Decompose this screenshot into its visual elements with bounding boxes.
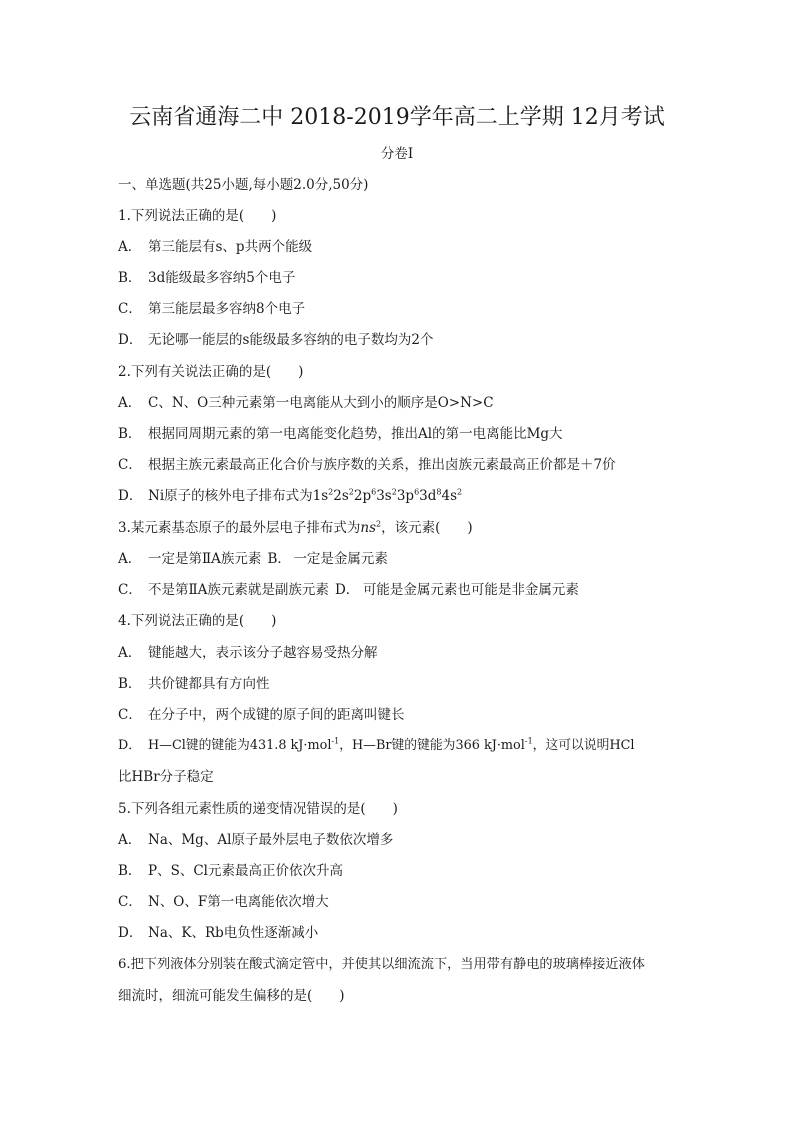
option-label: D． — [118, 738, 142, 753]
option-label: C． — [118, 894, 142, 910]
question-4-option-a — [118, 643, 378, 663]
question-5-stem: 5.下列各组元素性质的递变情况错误的是( ) — [118, 801, 398, 817]
option-label: B． — [118, 270, 142, 286]
option-text: Na、Mg、Al原子最外层电子数依次增多 — [148, 832, 394, 848]
orbital-exponent: 2 — [348, 487, 354, 497]
question-4-option-b — [118, 674, 270, 694]
option-text: H—Cl键的键能为431.8 kJ·mol — [148, 738, 332, 753]
option-text: 可能是金属元素也可能是非金属元素 — [362, 582, 579, 598]
question-1-stem: 1.下列说法正确的是( ) — [118, 208, 277, 224]
option-label: D． — [118, 332, 143, 348]
option-text: 第三能层有s、p共两个能级 — [148, 239, 313, 255]
exam-title: 云南省通海二中 2018-2019学年高二上学期 12月考试 — [129, 105, 665, 130]
question-4-option-c — [118, 705, 405, 725]
orbital-exponent: 2 — [328, 487, 334, 497]
orbital-exponent: 8 — [436, 487, 442, 497]
option-text: Ni原子的核外电子排布式为 — [148, 488, 313, 504]
question-3-options-row-2 — [118, 580, 579, 600]
question-2-option-a — [118, 393, 494, 413]
option-label: D． — [334, 582, 360, 598]
question-5-option-d — [118, 923, 318, 943]
question-5-option-a — [118, 830, 393, 850]
question-6-stem: 6.把下列液体分别装在酸式滴定管中，并使其以细流流下，当用带有静电的玻璃棒接近液体 — [118, 957, 645, 972]
option-text: 不是第ⅡA族元素就是副族元素 — [148, 582, 329, 598]
stem-text: ，该元素( ) — [381, 520, 473, 536]
option-text: 共价键都具有方向性 — [148, 676, 270, 692]
option-label: A． — [118, 239, 142, 255]
option-label: B． — [118, 676, 142, 692]
option-text: 根据同周期元素的第一电离能变化趋势，推出Al的第一电离能比Mg大 — [148, 426, 563, 442]
orbital: 2s — [333, 488, 349, 504]
option-label: A． — [118, 395, 142, 411]
unit-exponent: -1 — [524, 736, 533, 746]
option-text: 一定是金属元素 — [293, 551, 388, 567]
orbital: 4s — [441, 488, 458, 504]
question-1-option-a — [118, 237, 312, 257]
option-text: 一定是第ⅡA族元素 — [148, 551, 262, 567]
option-label: C． — [118, 707, 142, 723]
orbital: 1s — [312, 488, 329, 504]
option-label: D． — [118, 925, 143, 941]
question-2-stem: 2.下列有关说法正确的是( ) — [118, 364, 304, 380]
question-1-option-d — [118, 330, 434, 350]
paper-section-label: 分卷I — [380, 146, 414, 162]
stem-term: ns — [360, 520, 377, 536]
orbital-exponent: 6 — [371, 487, 377, 497]
question-5-option-b — [118, 861, 343, 881]
option-text: 第三能层最多容纳8个电子 — [148, 301, 306, 317]
orbital: 3p — [396, 488, 415, 504]
option-label: C． — [118, 301, 142, 317]
question-2-option-d — [118, 486, 462, 506]
orbital-exponent: 6 — [414, 487, 420, 497]
orbital: 2p — [353, 488, 372, 504]
question-4-option-d-continued: 比HBr分子稳定 — [118, 769, 214, 785]
orbital: 3s — [376, 488, 392, 504]
option-label: C． — [118, 457, 142, 473]
question-6-stem-continued: 细流时，细流可能发生偏移的是( ) — [118, 988, 345, 1004]
option-label: A． — [118, 645, 142, 661]
orbital-exponent: 2 — [391, 487, 397, 497]
option-text: ，H—Br键的键能为366 kJ·mol — [339, 738, 525, 753]
option-label: B． — [267, 551, 291, 567]
option-label: A． — [118, 832, 142, 848]
electron-configuration — [313, 488, 462, 504]
option-label: C． — [118, 582, 142, 598]
question-4-option-d — [118, 736, 634, 756]
option-label: B． — [118, 426, 142, 442]
section-heading: 一、单选题(共25小题,每小题2.0分,50分) — [118, 177, 369, 193]
question-1-option-c — [118, 299, 305, 319]
question-5-option-c — [118, 892, 329, 912]
stem-text: 3.某元素基态原子的最外层电子排布式为 — [118, 520, 361, 536]
question-4-stem: 4.下列说法正确的是( ) — [118, 613, 277, 629]
option-text: Na、K、Rb电负性逐渐减小 — [148, 925, 319, 941]
question-2-option-b — [118, 424, 563, 444]
option-text: 根据主族元素最高正化合价与族序数的关系，推出卤族元素最高正价都是＋7价 — [148, 457, 616, 473]
orbital: 3d — [419, 488, 437, 504]
option-label: A． — [118, 551, 142, 567]
question-3-stem — [118, 518, 473, 538]
option-label: D． — [118, 488, 143, 504]
question-3-options-row-1 — [118, 549, 388, 569]
option-text: P、S、Cl元素最高正价依次升高 — [148, 863, 343, 879]
question-1-option-b — [118, 268, 295, 288]
orbital-exponent: 2 — [457, 487, 463, 497]
unit-exponent: -1 — [331, 736, 340, 746]
option-text: C、N、O三种元素第一电离能从大到小的顺序是O>N>C — [148, 395, 494, 411]
option-text: 在分子中，两个成键的原子间的距离叫键长 — [148, 707, 405, 723]
option-text: 3d能级最多容纳5个电子 — [148, 270, 296, 286]
option-text: 键能越大，表示该分子越容易受热分解 — [148, 645, 378, 661]
stem-exponent: 2 — [376, 519, 382, 529]
option-text: 无论哪一能层的s能级最多容纳的电子数均为2个 — [148, 332, 434, 348]
option-text: ，这可以说明HCl — [532, 738, 635, 753]
question-2-option-c — [118, 455, 616, 475]
option-text: N、O、F第一电离能依次增大 — [148, 894, 329, 910]
option-label: B． — [118, 863, 142, 879]
